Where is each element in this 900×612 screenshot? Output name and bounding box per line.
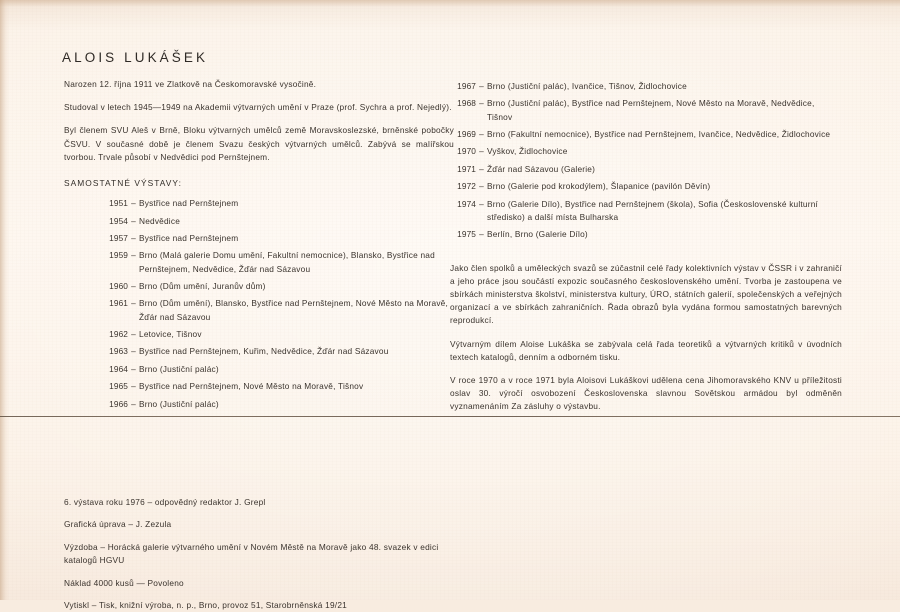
exhibition-entry	[102, 249, 454, 275]
exhibition-dash: –	[131, 398, 136, 409]
exhibition-dash: –	[131, 363, 136, 374]
exhibition-dash: –	[479, 146, 484, 157]
exhibition-dash: –	[131, 280, 136, 291]
closing-paragraph: V roce 1970 a v roce 1971 byla Aloisovi Lukáškovi udělena cena Jihomoravského KNV u příležitosti oslav 30. výročí osvobození Československa slavnou Sovětskou armádou byl odměněn vyznamenáním Za zásluhy o výstavbu.	[450, 374, 842, 412]
closing-paragraph: Výtvarným dílem Aloise Lukáška se zabývala celá řada teoretiků a výtvarných kritiků v úvodních textech katalogů, denním a odborném tisku.	[450, 338, 842, 362]
biography-paragraph: Byl členem SVU Aleš v Brně, Bloku výtvarných umělců země Moravskoslezské, brněnské pobočky ČSVU. V současné době je členem Svazu českých výtvarných umělců. Zabývá se malířskou tvorbou. Trvale působí v Nedvědici pod Pernštejnem.	[64, 125, 454, 162]
colophon-line: Výzdoba – Horácká galerie výtvarného umění v Novém Městě na Moravě jako 48. svazek v edici katalogů HGVU	[64, 541, 439, 566]
exhibition-entry	[450, 198, 842, 224]
exhibition-year: 1968	[457, 98, 476, 109]
exhibition-dash: –	[131, 346, 136, 357]
biography-paragraph: Narozen 12. října 1911 ve Zlatkově na Českomoravské vysočině.	[64, 79, 317, 89]
exhibition-year: 1965	[109, 381, 128, 392]
page-left-edge-shadow	[0, 0, 9, 600]
biography-paragraph: Studoval v letech 1945—1949 na Akademii výtvarných umění v Praze (prof. Sychra a prof. Nejedlý).	[64, 102, 452, 113]
exhibition-dash: –	[131, 381, 136, 392]
exhibition-places: Brno (Galerie Dílo), Bystřice nad Pernštejnem (škola), Sofia (Československé kulturní středisko) a další místa Bulharska	[487, 198, 819, 222]
colophon-line: Náklad 4000 kusů — Povoleno	[64, 577, 184, 588]
exhibition-entry	[102, 380, 454, 393]
exhibition-entry	[102, 328, 454, 341]
exhibition-year: 1969	[457, 128, 476, 139]
exhibition-places: Nedvědice	[139, 215, 181, 226]
exhibition-year: 1962	[109, 328, 128, 339]
exhibition-places: Vyškov, Židlochovice	[487, 146, 568, 157]
exhibition-dash: –	[131, 298, 136, 309]
exhibition-dash: –	[479, 128, 484, 139]
exhibition-places: Bystřice nad Pernštejnem, Kuřim, Nedvědice, Žďár nad Sázavou	[139, 346, 389, 357]
exhibition-entry	[450, 128, 842, 141]
exhibition-year: 1954	[109, 215, 128, 226]
exhibition-places: Brno (Justiční palác), Ivančice, Tišnov, Židlochovice	[487, 81, 687, 91]
exhibition-year: 1972	[457, 181, 476, 192]
exhibition-entry	[450, 145, 842, 158]
solo-exhibitions-heading: SAMOSTATNÉ VÝSTAVY:	[64, 178, 182, 189]
exhibition-places: Brno (Justiční palác), Bystřice nad Pernštejnem, Nové Město na Moravě, Nedvědice, Tišnov	[487, 98, 815, 122]
exhibition-places: Bystřice nad Pernštejnem	[139, 233, 239, 243]
solo-exhibitions-list-left	[64, 197, 454, 411]
exhibition-places: Bystřice nad Pernštejnem, Nové Město na Moravě, Tišnov	[139, 381, 364, 392]
closing-paragraph: Jako člen spolků a uměleckých svazů se zúčastnil celé řady kolektivních výstav v ČSSR i v zahraničí a jeho práce jsou součástí expozic současného československého umění. Tvorba je zastoupena ve sbírkách ministerstva školství, ministerstva kultury, ÚRO, státních galerií, společenských a veřejných organizací a ve sbírkách zahraničních. Řada obrazů byla vydána formou samostatných barevných reprodukcí.	[450, 262, 842, 326]
exhibition-dash: –	[479, 81, 484, 91]
exhibition-entry	[450, 80, 842, 93]
exhibition-dash: –	[131, 215, 136, 226]
exhibition-year: 1961	[109, 298, 128, 309]
exhibition-year: 1966	[109, 398, 128, 409]
exhibition-entry	[102, 297, 454, 323]
exhibition-entry	[102, 232, 454, 245]
left-column	[64, 78, 454, 415]
exhibition-entry	[102, 345, 454, 358]
exhibition-entry	[102, 398, 454, 411]
exhibition-dash: –	[479, 98, 484, 109]
exhibition-year: 1951	[109, 198, 128, 209]
colophon-block	[64, 496, 454, 612]
exhibition-places: Brno (Dům umění), Blansko, Bystřice nad Pernštejnem, Nové Město na Moravě, Žďár nad Sázavou	[139, 298, 448, 322]
exhibition-year: 1957	[109, 233, 128, 243]
right-column	[450, 80, 842, 414]
exhibition-entry	[450, 97, 842, 123]
page-top-edge-shadow	[0, 0, 900, 7]
exhibition-year: 1974	[457, 198, 476, 209]
exhibition-entry	[102, 363, 454, 376]
exhibition-year: 1959	[109, 250, 128, 261]
exhibition-places: Berlín, Brno (Galerie Dílo)	[487, 229, 588, 240]
exhibition-places: Letovice, Tišnov	[139, 328, 202, 339]
solo-exhibitions-list-right	[450, 80, 842, 241]
exhibition-places: Žďár nad Sázavou (Galerie)	[487, 163, 596, 174]
exhibition-year: 1963	[109, 346, 128, 357]
exhibition-dash: –	[131, 198, 136, 209]
exhibition-year: 1967	[457, 81, 476, 91]
exhibition-places: Brno (Justiční palác)	[139, 398, 219, 409]
exhibition-dash: –	[479, 181, 484, 192]
exhibition-places: Brno (Justiční palác)	[139, 363, 219, 374]
exhibition-dash: –	[131, 250, 136, 261]
exhibition-entry	[450, 180, 842, 193]
exhibition-dash: –	[131, 233, 136, 243]
exhibition-dash: –	[479, 198, 484, 209]
horizontal-divider-rule	[0, 416, 900, 417]
exhibition-entry	[450, 228, 842, 241]
exhibition-places: Brno (Dům umění, Juranův dům)	[139, 280, 266, 291]
exhibition-places: Bystřice nad Pernštejnem	[139, 198, 239, 209]
exhibition-places: Brno (Malá galerie Domu umění, Fakultní nemocnice), Blansko, Bystřice nad Pernštejnem, Nedvědice, Žďár nad Sázavou	[139, 250, 435, 274]
exhibition-year: 1970	[457, 146, 476, 157]
exhibition-entry	[102, 197, 454, 210]
exhibition-dash: –	[131, 328, 136, 339]
exhibition-entry	[450, 163, 842, 176]
exhibition-places: Brno (Fakultní nemocnice), Bystřice nad Pernštejnem, Ivančice, Nedvědice, Židlochovice	[487, 128, 831, 139]
exhibition-year: 1971	[457, 163, 476, 174]
exhibition-year: 1960	[109, 280, 128, 291]
exhibition-year: 1964	[109, 363, 128, 374]
colophon-line: Vytiskl – Tisk, knižní výroba, n. p., Brno, provoz 51, Starobrněnská 19/21	[64, 600, 347, 611]
exhibition-places: Brno (Galerie pod krokodýlem), Šlapanice (pavilón Děvín)	[487, 181, 711, 192]
exhibition-dash: –	[479, 229, 484, 240]
colophon-line: Grafická úprava – J. Zezula	[64, 519, 172, 530]
exhibition-entry	[102, 280, 454, 293]
exhibition-entry	[102, 215, 454, 228]
exhibition-year: 1975	[457, 229, 476, 240]
exhibition-dash: –	[479, 163, 484, 174]
page-title: ALOIS LUKÁŠEK	[62, 50, 209, 65]
colophon-line: 6. výstava roku 1976 – odpovědný redaktor J. Grepl	[64, 497, 266, 507]
